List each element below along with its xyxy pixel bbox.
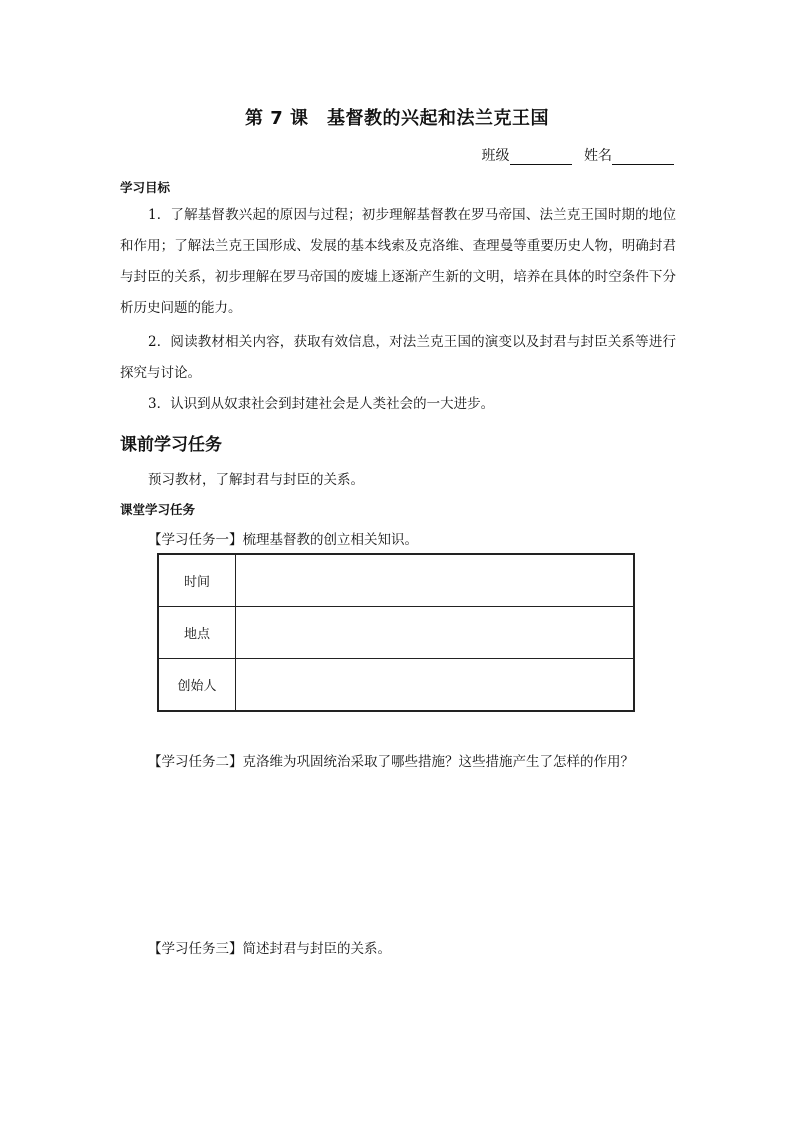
name-blank[interactable] <box>612 150 674 165</box>
in-class-heading: 课堂学习任务 <box>120 502 196 517</box>
student-info-line <box>482 145 674 165</box>
table-answer-time[interactable] <box>236 554 635 607</box>
table-answer-place[interactable] <box>236 607 635 659</box>
table-row <box>158 607 634 659</box>
pre-class-text: 预习教材，了解封君与封臣的关系。 <box>148 472 364 488</box>
name-label: 姓名 <box>584 148 612 164</box>
table-label-place: 地点 <box>158 607 236 659</box>
lesson-title: 第 7 课 基督教的兴起和法兰克王国 <box>244 108 550 129</box>
task3-text: 【学习任务三】简述封君与封臣的关系。 <box>148 941 391 957</box>
class-blank[interactable] <box>510 150 572 165</box>
table-label-founder: 创始人 <box>158 659 236 712</box>
class-label: 班级 <box>481 148 510 164</box>
table-row <box>158 554 634 607</box>
objective-item-3: 3．认识到从奴隶社会到封建社会是人类社会的一大进步。 <box>148 396 495 412</box>
task1-text: 【学习任务一】梳理基督教的创立相关知识。 <box>148 532 418 548</box>
pre-class-heading: 课前学习任务 <box>120 435 222 455</box>
objectives-heading: 学习目标 <box>120 180 171 195</box>
table-label-time: 时间 <box>158 554 236 607</box>
table-row <box>158 659 634 712</box>
christianity-info-table <box>157 553 635 712</box>
objective-item-1: 1．了解基督教兴起的原因与过程；初步理解基督教在罗马帝国、法兰克王国时期的地位和作用；了解法兰克王国形成、发展的基本线索及克洛维、查理曼等重要历史人物，明确封君与封臣的关系，初步理解在罗马帝国的废墟上逐渐产生新的文明，培养在具体的时空条件下分析历史问题的能力。 <box>120 207 676 316</box>
objective-item-2: 2．阅读教材相关内容，获取有效信息，对法兰克王国的演变以及封君与封臣关系等进行探究与讨论。 <box>120 334 676 381</box>
task2-text: 【学习任务二】克洛维为巩固统治采取了哪些措施？这些措施产生了怎样的作用？ <box>148 754 634 770</box>
table-answer-founder[interactable] <box>236 659 635 712</box>
